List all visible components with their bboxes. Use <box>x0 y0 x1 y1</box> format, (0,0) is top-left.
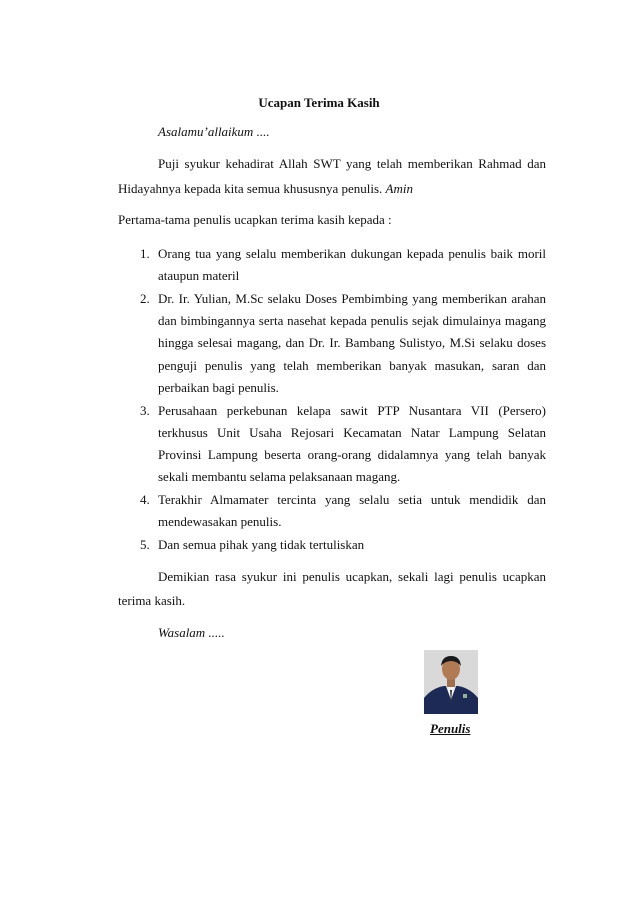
list-item-line: ataupun materil <box>158 268 240 283</box>
list-item-line: perbaikan bagi penulis. <box>158 380 279 395</box>
intro-line-1: Puji syukur kehadirat Allah SWT yang telah memberikan Rahmad dan <box>158 156 546 171</box>
page-title: Ucapan Terima Kasih <box>258 95 380 110</box>
closing-line-1: Demikian rasa syukur ini penulis ucapkan, sekali lagi penulis ucapkan <box>158 569 546 584</box>
list-item-line: Terakhir Almamater tercinta yang selalu setia untuk mendidik dan <box>158 492 546 507</box>
signer-label: Penulis <box>430 721 471 736</box>
farewell: Wasalam ..... <box>158 625 225 640</box>
list-item-number: 2. <box>140 291 150 306</box>
list-item-line: sekali membantu selama pelaksanaan magang. <box>158 469 401 484</box>
list-item-line: Provinsi Lampung beserta orang-orang didalamnya yang telah banyak <box>158 447 546 462</box>
list-item-number: 3. <box>140 403 150 418</box>
list-item-line: Orang tua yang selalu memberikan dukungan kepada penulis baik moril <box>158 246 546 261</box>
list-item-number: 5. <box>140 537 150 552</box>
thanks-lead: Pertama-tama penulis ucapkan terima kasih kepada : <box>118 212 392 227</box>
list-item-number: 4. <box>140 492 150 507</box>
greeting: Asalamu’allaikum .... <box>158 124 270 139</box>
list-item-line: Dr. Ir. Yulian, M.Sc selaku Doses Pembimbing yang memberikan arahan <box>158 291 546 306</box>
closing-line-2: terima kasih. <box>118 593 186 608</box>
intro-amin: Amin <box>385 181 413 196</box>
list-item-line: Perusahaan perkebunan kelapa sawit PTP Nusantara VII (Persero) <box>158 403 546 418</box>
list-item-line: mendewasakan penulis. <box>158 514 282 529</box>
list-item-number: 1. <box>140 246 150 261</box>
author-photo <box>424 650 478 714</box>
list-item-line: dan bimbingannya serta nasehat kepada penulis sejak dimulainya magang <box>158 313 546 328</box>
intro-line-2 <box>118 180 413 197</box>
list-item-line: terkhusus Unit Usaha Rejosari Kecamatan Natar Lampung Selatan <box>158 425 546 440</box>
list-item-line: Dan semua pihak yang tidak tertuliskan <box>158 537 365 552</box>
list-item-line: penguji penulis yang telah memberikan banyak masukan, saran dan <box>158 358 546 373</box>
list-item-line: hingga selesai magang, dan Dr. Ir. Bambang Sulistyo, M.Si selaku doses <box>158 335 546 350</box>
intro-line-2-text: Hidayahnya kepada kita semua khususnya penulis. <box>118 181 386 196</box>
